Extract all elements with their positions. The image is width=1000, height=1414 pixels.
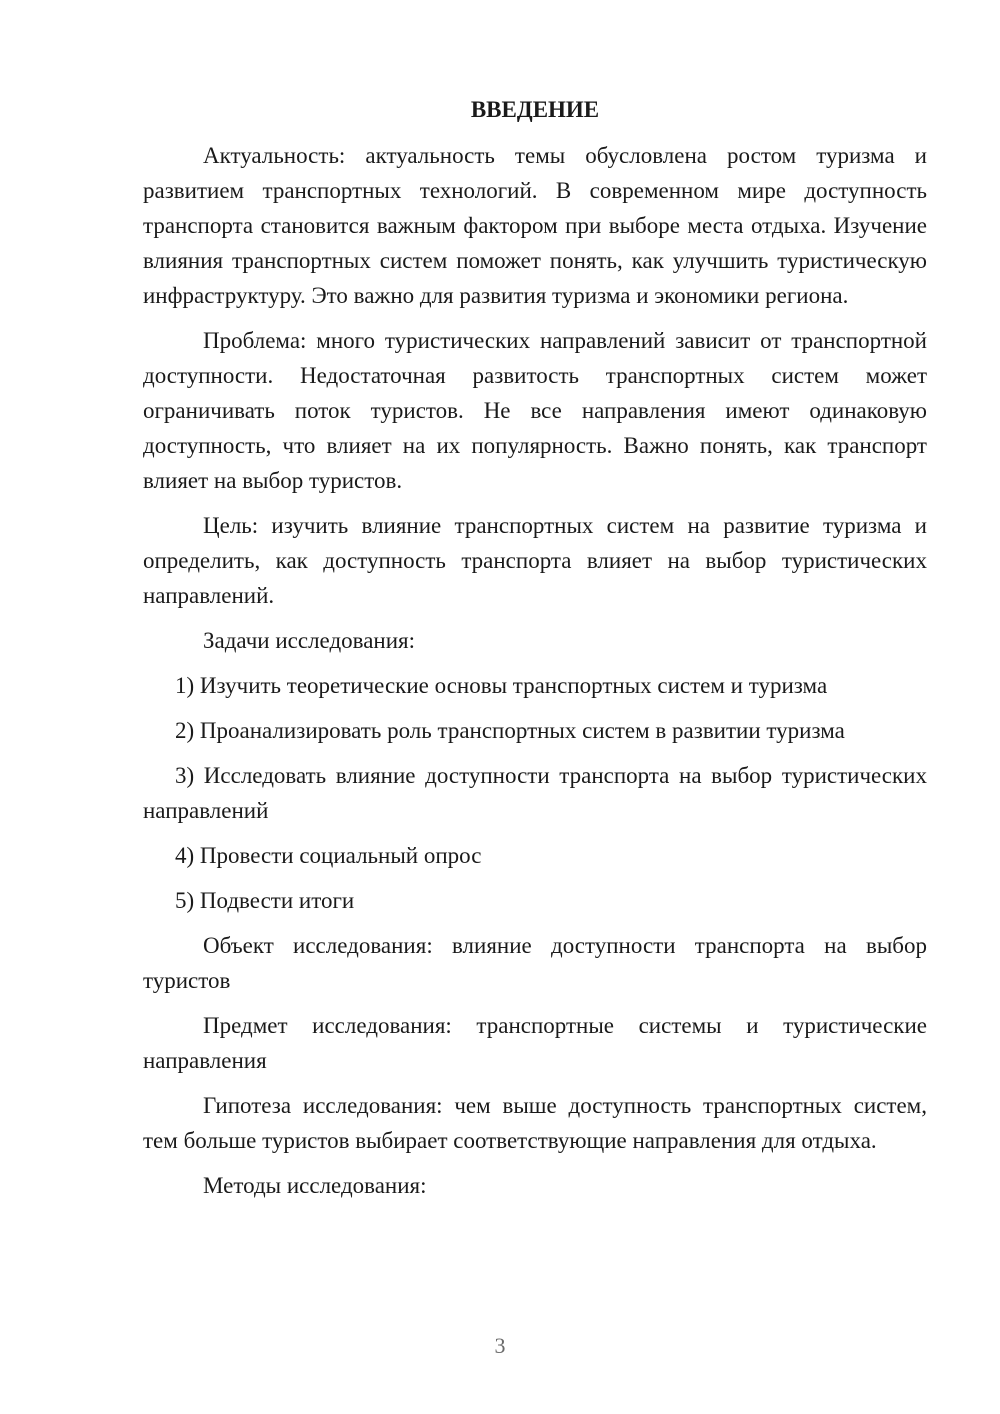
page-title: ВВЕДЕНИЕ: [470, 97, 600, 122]
paragraph-hypothesis: Гипотеза исследования: чем выше доступность транспортных систем, тем больше туристов выбирает соответствующие направления для отдыха.: [143, 1093, 927, 1153]
paragraph-object: Объект исследования: влияние доступности транспорта на выбор туристов: [143, 933, 927, 993]
task-item-2: 2) Проанализировать роль транспортных систем в развитии туризма: [175, 718, 845, 743]
paragraph-subject: Предмет исследования: транспортные системы и туристические направления: [143, 1013, 927, 1073]
task-item-1: 1) Изучить теоретические основы транспортных систем и туризма: [175, 673, 828, 698]
paragraph-relevance: Актуальность: актуальность темы обусловлена ростом туризма и развитием транспортных технологий. В современном мире доступность транспорта становится важным фактором при выборе места отдыха. Изучение влияния транспортных систем поможет понять, как улучшить туристическую инфраструктуру. Это важно для развития туризма и экономики региона.: [143, 143, 927, 308]
task-item-5: 5) Подвести итоги: [175, 888, 355, 913]
page-content: [143, 92, 927, 1213]
paragraph-tasks-heading: Задачи исследования:: [203, 628, 416, 653]
paragraph-methods-heading: Методы исследования:: [203, 1173, 427, 1198]
task-item-3: 3) Исследовать влияние доступности транспорта на выбор туристических направлений: [143, 763, 927, 823]
paragraph-goal: Цель: изучить влияние транспортных систем на развитие туризма и определить, как доступность транспорта влияет на выбор туристических направлений.: [143, 513, 927, 608]
page-number: 3: [494, 1333, 506, 1358]
paragraph-problem: Проблема: много туристических направлений зависит от транспортной доступности. Недостаточная развитость транспортных систем может ограничивать поток туристов. Не все направления имеют одинаковую доступность, что влияет на их популярность. Важно понять, как транспорт влияет на выбор туристов.: [143, 328, 927, 493]
task-item-4: 4) Провести социальный опрос: [175, 843, 482, 868]
